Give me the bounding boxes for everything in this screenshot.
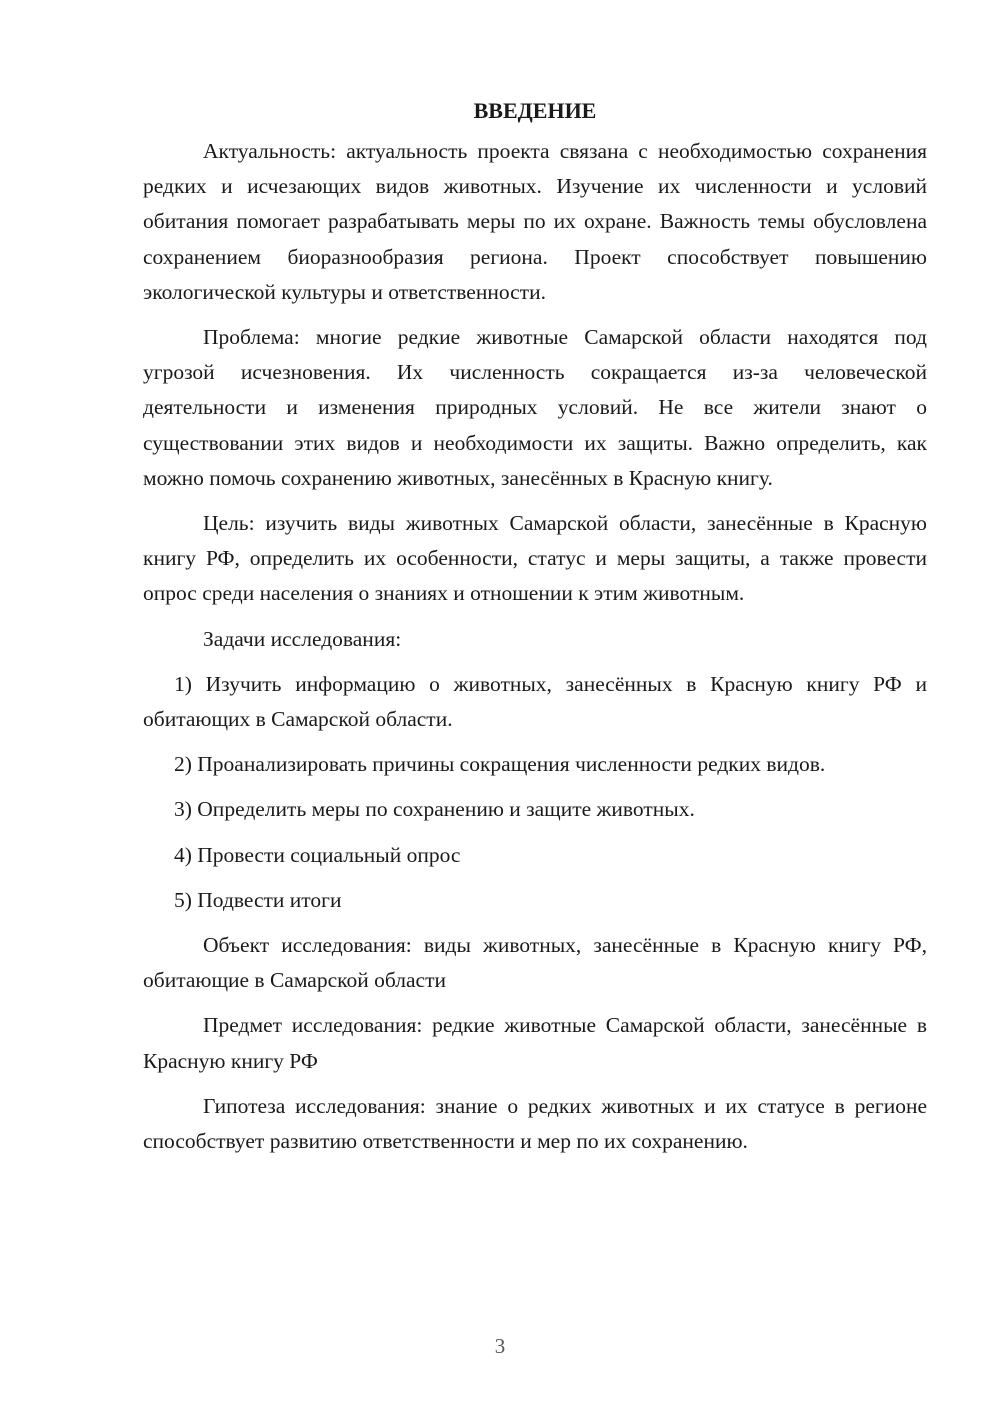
relevance-paragraph: Актуальность: актуальность проекта связана с необходимостью сохранения редких и исчезающих видов животных. Изучение их численности и условий обитания помогает разрабатывать меры по их охране. Важность темы обусловлена сохранением биоразнообразия региона. Проект способствует повышению экологической культуры и ответственности. bbox=[143, 139, 927, 304]
goal-paragraph: Цель: изучить виды животных Самарской области, занесённые в Красную книгу РФ, определить их особенности, статус и меры защиты, а также провести опрос среди населения о знаниях и отношении к этим животным. bbox=[143, 511, 927, 606]
hypothesis-paragraph: Гипотеза исследования: знание о редких животных и их статусе в регионе способствует развитию ответственности и мер по их сохранению. bbox=[143, 1093, 927, 1154]
page-title: ВВЕДЕНИЕ bbox=[473, 98, 597, 123]
page-content bbox=[143, 93, 927, 1169]
task-item: 5) Подвести итоги bbox=[174, 887, 342, 912]
page-number: 3 bbox=[494, 1334, 506, 1358]
task-item: 1) Изучить информацию о животных, занесённых в Красную книгу РФ и обитающих в Самарской области. bbox=[143, 671, 927, 732]
tasks-heading: Задачи исследования: bbox=[203, 626, 402, 651]
object-paragraph: Объект исследования: виды животных, занесённые в Красную книгу РФ, обитающие в Самарской области bbox=[143, 933, 927, 993]
task-item: 3) Определить меры по сохранению и защите животных. bbox=[174, 797, 695, 822]
problem-paragraph: Проблема: многие редкие животные Самарской области находятся под угрозой исчезновения. Их численность сокращается из-за человеческой деятельности и изменения природных условий. Не все жители знают о существовании этих видов и необходимости их защиты. Важно определить, как можно помочь сохранению животных, занесённых в Красную книгу. bbox=[143, 325, 927, 490]
task-item: 2) Проанализировать причины сокращения численности редких видов. bbox=[174, 752, 826, 777]
subject-paragraph: Предмет исследования: редкие животные Самарской области, занесённые в Красную книгу РФ bbox=[143, 1013, 927, 1073]
task-item: 4) Провести социальный опрос bbox=[174, 842, 461, 867]
